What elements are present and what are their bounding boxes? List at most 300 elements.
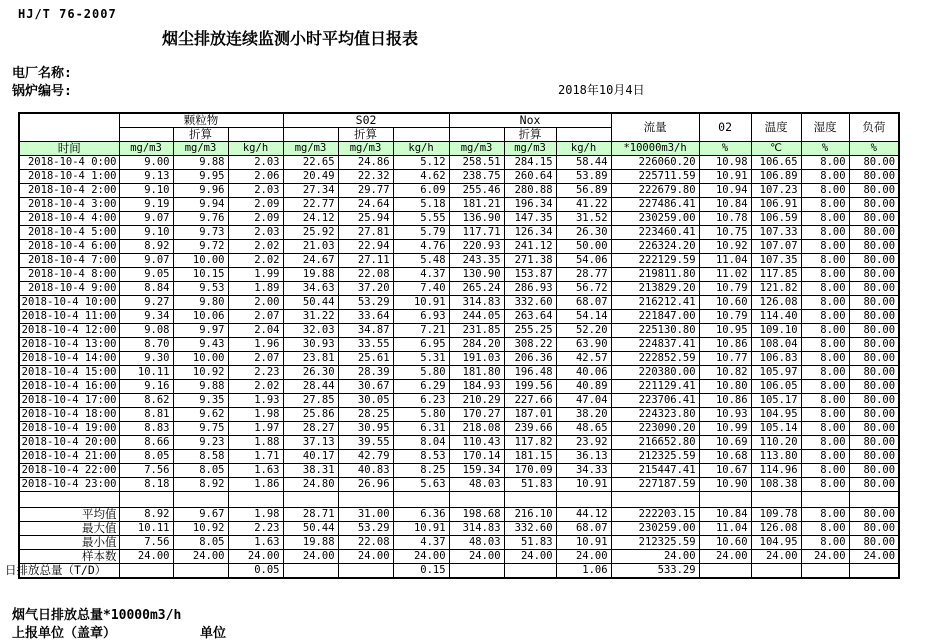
- cell: 126.34: [504, 226, 556, 240]
- cell: 22.32: [338, 170, 393, 184]
- cell: 8.00: [801, 508, 849, 522]
- summary-row: [19, 508, 899, 522]
- cell: 10.80: [699, 380, 751, 394]
- group-header-so2: S02: [283, 113, 449, 128]
- cell: 8.58: [173, 450, 228, 464]
- cell: 10.91: [393, 522, 449, 536]
- cell: 230259.00: [611, 522, 699, 536]
- cell: 159.34: [449, 464, 504, 478]
- unit-cell-load: %: [849, 142, 899, 156]
- cell: 1.93: [228, 394, 283, 408]
- cell: 10.95: [699, 324, 751, 338]
- cell: 80.00: [849, 380, 899, 394]
- blank-row: [19, 492, 899, 508]
- cell: [173, 492, 228, 508]
- cell: 2.02: [228, 254, 283, 268]
- cell: 19.88: [283, 268, 338, 282]
- time-cell: 2018-10-4 14:00: [19, 352, 119, 366]
- cell: 30.95: [338, 422, 393, 436]
- cell: 8.00: [801, 536, 849, 550]
- flue-gas-total-label: 烟气日排放总量*10000m3/h: [12, 608, 182, 623]
- cell: 24.00: [119, 550, 173, 564]
- cell: 50.44: [283, 522, 338, 536]
- cell: 10.15: [173, 268, 228, 282]
- cell: 4.37: [393, 536, 449, 550]
- cell: 10.60: [699, 296, 751, 310]
- cell: 6.31: [393, 422, 449, 436]
- cell: 80.00: [849, 170, 899, 184]
- cell: 24.00: [751, 550, 801, 564]
- cell: 184.93: [449, 380, 504, 394]
- cell: 8.00: [801, 464, 849, 478]
- cell: 9.95: [173, 170, 228, 184]
- cell: 10.92: [173, 366, 228, 380]
- cell: 10.91: [393, 296, 449, 310]
- cell: [449, 564, 504, 579]
- cell: 9.34: [119, 310, 173, 324]
- cell: 170.14: [449, 450, 504, 464]
- sub-header: [393, 128, 449, 142]
- cell: 11.02: [699, 268, 751, 282]
- cell: 258.51: [449, 156, 504, 170]
- cell: 9.05: [119, 268, 173, 282]
- time-cell: 2018-10-4 19:00: [19, 422, 119, 436]
- table-row: [19, 240, 899, 254]
- summary-row: [19, 522, 899, 536]
- cell: 221129.41: [611, 380, 699, 394]
- cell: 80.00: [849, 508, 899, 522]
- cell: 10.77: [699, 352, 751, 366]
- cell: 114.96: [751, 464, 801, 478]
- cell: 107.23: [751, 184, 801, 198]
- cell: 24.00: [611, 550, 699, 564]
- cell: 10.00: [173, 254, 228, 268]
- cell: 8.84: [119, 282, 173, 296]
- unit-cell: mg/m3: [338, 142, 393, 156]
- cell: 9.10: [119, 226, 173, 240]
- cell: 8.00: [801, 212, 849, 226]
- cell: 10.92: [173, 522, 228, 536]
- unit-cell-temperature: ℃: [751, 142, 801, 156]
- time-cell: 2018-10-4 18:00: [19, 408, 119, 422]
- cell: 107.33: [751, 226, 801, 240]
- cell: 1.97: [228, 422, 283, 436]
- cell: [393, 492, 449, 508]
- cell: 22.08: [338, 268, 393, 282]
- cell: 25.61: [338, 352, 393, 366]
- cell: 10.91: [699, 170, 751, 184]
- cell: [283, 564, 338, 579]
- cell: 114.40: [751, 310, 801, 324]
- cell: 22.94: [338, 240, 393, 254]
- cell: 10.90: [699, 478, 751, 492]
- cell: 2.09: [228, 198, 283, 212]
- cell: 9.10: [119, 184, 173, 198]
- cell: 8.62: [119, 394, 173, 408]
- sub-header: [449, 128, 504, 142]
- cell: 110.20: [751, 436, 801, 450]
- cell: 225130.80: [611, 324, 699, 338]
- cell: 222203.15: [611, 508, 699, 522]
- cell: 6.29: [393, 380, 449, 394]
- cell: 106.05: [751, 380, 801, 394]
- cell: 181.80: [449, 366, 504, 380]
- cell: 212325.59: [611, 536, 699, 550]
- cell: 113.80: [751, 450, 801, 464]
- cell: 38.31: [283, 464, 338, 478]
- plant-name-label: 电厂名称:: [12, 66, 72, 81]
- cell: 9.07: [119, 254, 173, 268]
- cell: 1.63: [228, 464, 283, 478]
- cell: 42.57: [556, 352, 611, 366]
- cell: 27.11: [338, 254, 393, 268]
- cell: 147.35: [504, 212, 556, 226]
- cell: 80.00: [849, 268, 899, 282]
- cell: 28.27: [283, 422, 338, 436]
- cell: 187.01: [504, 408, 556, 422]
- cell: 2.09: [228, 212, 283, 226]
- cell: 50.00: [556, 240, 611, 254]
- time-cell: 2018-10-4 5:00: [19, 226, 119, 240]
- cell: 28.25: [338, 408, 393, 422]
- table-row: [19, 184, 899, 198]
- cell: 255.46: [449, 184, 504, 198]
- cell: 9.73: [173, 226, 228, 240]
- cell: 53.29: [338, 522, 393, 536]
- cell: 48.65: [556, 422, 611, 436]
- cell: 2.07: [228, 352, 283, 366]
- cell: 10.94: [699, 184, 751, 198]
- cell: 284.15: [504, 156, 556, 170]
- cell: 8.25: [393, 464, 449, 478]
- cell: 80.00: [849, 310, 899, 324]
- cell: 107.35: [751, 254, 801, 268]
- cell: 24.00: [449, 550, 504, 564]
- cell: 126.08: [751, 522, 801, 536]
- cell: 28.77: [556, 268, 611, 282]
- cell: 219811.80: [611, 268, 699, 282]
- cell: [611, 492, 699, 508]
- cell: 30.67: [338, 380, 393, 394]
- cell: 80.00: [849, 198, 899, 212]
- cell: 8.00: [801, 478, 849, 492]
- cell: 2.03: [228, 184, 283, 198]
- table-row: [19, 464, 899, 478]
- time-cell: 2018-10-4 12:00: [19, 324, 119, 338]
- cell: [228, 492, 283, 508]
- time-cell: 2018-10-4 1:00: [19, 170, 119, 184]
- cell: 9.27: [119, 296, 173, 310]
- cell: [19, 492, 119, 508]
- cell: 80.00: [849, 324, 899, 338]
- cell: 8.00: [801, 450, 849, 464]
- cell: 9.97: [173, 324, 228, 338]
- cell: 40.17: [283, 450, 338, 464]
- cell: 22.77: [283, 198, 338, 212]
- cell: 52.20: [556, 324, 611, 338]
- cell: 58.44: [556, 156, 611, 170]
- cell: 130.90: [449, 268, 504, 282]
- cell: 80.00: [849, 352, 899, 366]
- cell: 106.89: [751, 170, 801, 184]
- cell: 80.00: [849, 478, 899, 492]
- table-row: [19, 436, 899, 450]
- cell: 26.96: [338, 478, 393, 492]
- cell: 2.23: [228, 522, 283, 536]
- cell: 117.71: [449, 226, 504, 240]
- cell: 9.00: [119, 156, 173, 170]
- cell: 10.79: [699, 282, 751, 296]
- table-row: [19, 324, 899, 338]
- cell: 8.05: [173, 536, 228, 550]
- cell: 9.16: [119, 380, 173, 394]
- cell: [699, 492, 751, 508]
- cell: 9.35: [173, 394, 228, 408]
- summary-label: 最大值: [19, 522, 119, 536]
- cell: 1.88: [228, 436, 283, 450]
- cell: 105.17: [751, 394, 801, 408]
- time-cell: 2018-10-4 6:00: [19, 240, 119, 254]
- cell: 9.94: [173, 198, 228, 212]
- cell: 24.00: [173, 550, 228, 564]
- cell: 68.07: [556, 296, 611, 310]
- header-o2: 02: [699, 113, 751, 142]
- table-row: [19, 450, 899, 464]
- cell: 8.18: [119, 478, 173, 492]
- cell: 104.95: [751, 408, 801, 422]
- unit-cell: kg/h: [556, 142, 611, 156]
- cell: 34.33: [556, 464, 611, 478]
- cell: 222852.59: [611, 352, 699, 366]
- cell: 27.85: [283, 394, 338, 408]
- cell: 24.00: [849, 550, 899, 564]
- time-header: 时间: [19, 142, 119, 156]
- cell: 8.00: [801, 184, 849, 198]
- time-cell: 2018-10-4 2:00: [19, 184, 119, 198]
- cell: 8.92: [173, 478, 228, 492]
- cell: 216.10: [504, 508, 556, 522]
- cell: 10.06: [173, 310, 228, 324]
- cell: 181.15: [504, 450, 556, 464]
- cell: 24.00: [228, 550, 283, 564]
- cell: 8.83: [119, 422, 173, 436]
- cell: 8.00: [801, 394, 849, 408]
- cell: 10.98: [699, 156, 751, 170]
- cell: 7.21: [393, 324, 449, 338]
- cell: 9.19: [119, 198, 173, 212]
- time-cell: 2018-10-4 0:00: [19, 156, 119, 170]
- cell: 2.07: [228, 310, 283, 324]
- emission-total-label-text: 日排放总量（T/D）: [5, 563, 107, 577]
- cell: 50.44: [283, 296, 338, 310]
- cell: 10.67: [699, 464, 751, 478]
- cell: 121.82: [751, 282, 801, 296]
- unit-cell: mg/m3: [119, 142, 173, 156]
- summary-row: [19, 550, 899, 564]
- cell: 7.56: [119, 464, 173, 478]
- cell: 10.11: [119, 366, 173, 380]
- cell: 6.09: [393, 184, 449, 198]
- sub-header-converted: 折算: [504, 128, 556, 142]
- cell: 25.92: [283, 226, 338, 240]
- cell: 80.00: [849, 522, 899, 536]
- cell: 1.63: [228, 536, 283, 550]
- unit-cell: mg/m3: [504, 142, 556, 156]
- cell: 22.08: [338, 536, 393, 550]
- standard-number: HJ/T 76-2007: [18, 7, 117, 21]
- sub-header-converted: 折算: [173, 128, 228, 142]
- cell: 2.23: [228, 366, 283, 380]
- cell: 7.56: [119, 536, 173, 550]
- cell: 9.43: [173, 338, 228, 352]
- time-cell: 2018-10-4 3:00: [19, 198, 119, 212]
- cell: 170.27: [449, 408, 504, 422]
- cell: 265.24: [449, 282, 504, 296]
- cell: 105.14: [751, 422, 801, 436]
- table-row: [19, 296, 899, 310]
- cell: 8.05: [119, 450, 173, 464]
- cell: [751, 492, 801, 508]
- cell: 181.21: [449, 198, 504, 212]
- sub-header: [556, 128, 611, 142]
- cell: 223090.20: [611, 422, 699, 436]
- cell: 2.02: [228, 380, 283, 394]
- cell: 2.03: [228, 226, 283, 240]
- unit-label: 单位: [200, 626, 227, 641]
- cell: 40.06: [556, 366, 611, 380]
- cell: 136.90: [449, 212, 504, 226]
- cell: 6.95: [393, 338, 449, 352]
- cell: 107.07: [751, 240, 801, 254]
- cell: 0.15: [393, 564, 449, 579]
- cell: 220.93: [449, 240, 504, 254]
- emission-total-row: [19, 564, 899, 579]
- cell: 106.83: [751, 352, 801, 366]
- cell: 231.85: [449, 324, 504, 338]
- time-cell: 2018-10-4 13:00: [19, 338, 119, 352]
- cell: 8.00: [801, 324, 849, 338]
- cell: [801, 564, 849, 579]
- cell: 54.14: [556, 310, 611, 324]
- cell: 10.68: [699, 450, 751, 464]
- summary-label: 平均值: [19, 508, 119, 522]
- cell: 1.06: [556, 564, 611, 579]
- cell: 117.85: [751, 268, 801, 282]
- header-humidity: 湿度: [801, 113, 849, 142]
- cell: 24.00: [504, 550, 556, 564]
- cell: 80.00: [849, 282, 899, 296]
- time-cell: 2018-10-4 15:00: [19, 366, 119, 380]
- cell: 9.96: [173, 184, 228, 198]
- time-cell: 2018-10-4 11:00: [19, 310, 119, 324]
- cell: 27.34: [283, 184, 338, 198]
- cell: 8.00: [801, 156, 849, 170]
- time-cell: 2018-10-4 7:00: [19, 254, 119, 268]
- cell: 24.00: [699, 550, 751, 564]
- cell: 8.00: [801, 170, 849, 184]
- boiler-no-label: 锅炉编号:: [12, 84, 72, 99]
- cell: 30.05: [338, 394, 393, 408]
- cell: 37.13: [283, 436, 338, 450]
- cell: 110.43: [449, 436, 504, 450]
- table-row: [19, 282, 899, 296]
- cell: 218.08: [449, 422, 504, 436]
- cell: 9.67: [173, 508, 228, 522]
- cell: 170.09: [504, 464, 556, 478]
- time-cell: 2018-10-4 20:00: [19, 436, 119, 450]
- cell: 238.75: [449, 170, 504, 184]
- cell: 314.83: [449, 522, 504, 536]
- cell: 9.72: [173, 240, 228, 254]
- cell: 286.93: [504, 282, 556, 296]
- cell: 10.86: [699, 338, 751, 352]
- cell: 4.37: [393, 268, 449, 282]
- cell: 24.86: [338, 156, 393, 170]
- cell: 6.36: [393, 508, 449, 522]
- cell: 31.52: [556, 212, 611, 226]
- cell: 8.04: [393, 436, 449, 450]
- cell: 8.00: [801, 408, 849, 422]
- cell: 9.88: [173, 156, 228, 170]
- cell: 9.07: [119, 212, 173, 226]
- table-row: [19, 366, 899, 380]
- table-body: [5, 156, 899, 579]
- cell: 80.00: [849, 536, 899, 550]
- cell: 10.84: [699, 198, 751, 212]
- cell: 8.00: [801, 436, 849, 450]
- table-row: [19, 156, 899, 170]
- time-cell: 2018-10-4 4:00: [19, 212, 119, 226]
- cell: 10.60: [699, 536, 751, 550]
- cell: 80.00: [849, 464, 899, 478]
- cell: 5.80: [393, 408, 449, 422]
- cell: 24.12: [283, 212, 338, 226]
- cell: 2.03: [228, 156, 283, 170]
- cell: 8.00: [801, 254, 849, 268]
- cell: 37.20: [338, 282, 393, 296]
- cell: 224837.41: [611, 338, 699, 352]
- cell: [338, 564, 393, 579]
- cell: 80.00: [849, 254, 899, 268]
- time-cell: 2018-10-4 10:00: [19, 296, 119, 310]
- emission-total-label: [5, 563, 119, 579]
- cell: 8.05: [173, 464, 228, 478]
- cell: 26.30: [283, 366, 338, 380]
- cell: 9.53: [173, 282, 228, 296]
- summary-row: [19, 536, 899, 550]
- header-flow: 流量: [611, 113, 699, 142]
- cell: 244.05: [449, 310, 504, 324]
- cell: 284.20: [449, 338, 504, 352]
- cell: 220380.00: [611, 366, 699, 380]
- cell: [449, 492, 504, 508]
- cell: 8.00: [801, 380, 849, 394]
- cell: 206.36: [504, 352, 556, 366]
- cell: [173, 564, 228, 579]
- cell: [119, 564, 173, 579]
- cell: [338, 492, 393, 508]
- cell: 8.00: [801, 296, 849, 310]
- cell: [849, 492, 899, 508]
- cell: 308.22: [504, 338, 556, 352]
- cell: 8.00: [801, 268, 849, 282]
- cell: [801, 492, 849, 508]
- cell: [283, 492, 338, 508]
- cell: 56.89: [556, 184, 611, 198]
- cell: 332.60: [504, 296, 556, 310]
- cell: 199.56: [504, 380, 556, 394]
- unit-cell-o2: %: [699, 142, 751, 156]
